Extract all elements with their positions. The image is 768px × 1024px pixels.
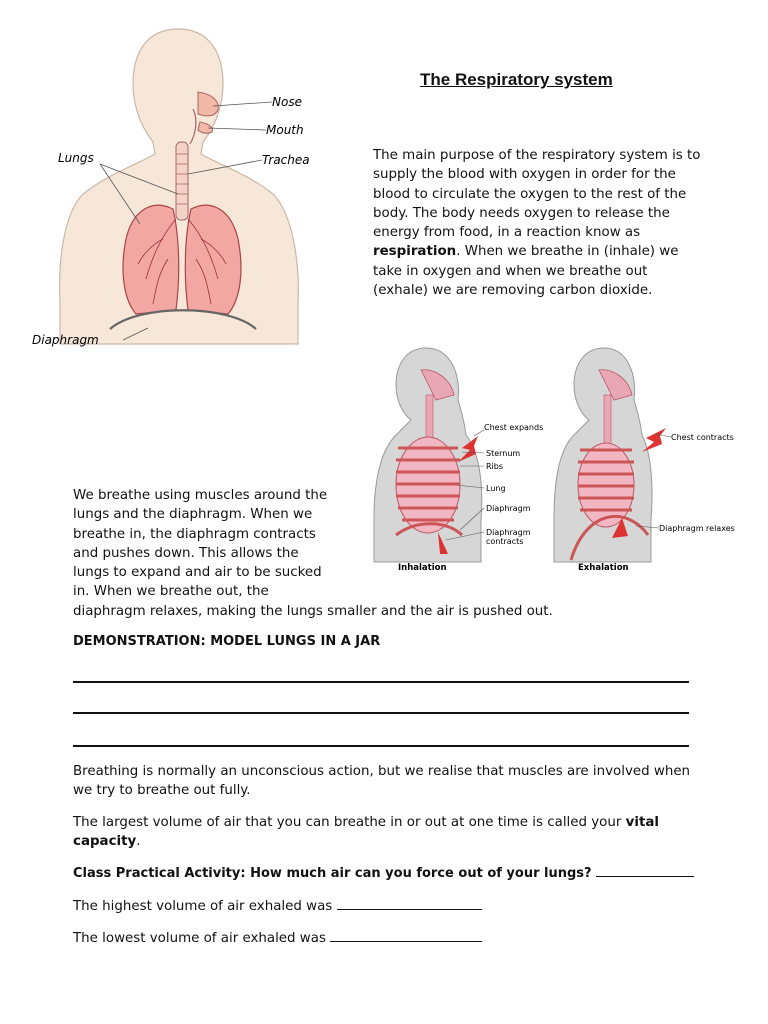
lowest-volume-text: The lowest volume of air exhaled was <box>73 931 326 946</box>
label-inhalation: Inhalation <box>398 563 447 573</box>
label-lungs: Lungs <box>58 151 94 165</box>
label-exhalation: Exhalation <box>578 563 629 573</box>
muscles-paragraph-part1: We breathe using muscles around the lungs and the diaphragm. When we breathe in, the diaphragm contracts and pushes down. This allows the lungs to expand and air to be sucked in. When we breathe out, the <box>73 488 328 600</box>
label-lung: Lung <box>486 484 506 493</box>
label-nose: Nose <box>272 95 302 109</box>
inhalation-exhalation-figure <box>366 340 756 580</box>
label-sternum: Sternum <box>486 449 521 458</box>
label-diaphragm-contracts-1: Diaphragm <box>486 528 531 537</box>
class-activity-answer-blank[interactable] <box>596 864 694 877</box>
answer-line-1[interactable] <box>73 681 689 683</box>
lowest-volume-line <box>73 929 482 948</box>
label-chest-expands: Chest expands <box>484 423 544 432</box>
intro-text-before: The main purpose of the respiratory system is to supply the blood with oxygen in order for the blood to circulate the oxygen to the rest of the body. The body needs oxygen to release the energy from food, in a reaction know as <box>373 148 701 241</box>
answer-line-3[interactable] <box>73 745 689 747</box>
highest-volume-text: The highest volume of air exhaled was <box>73 899 333 914</box>
lowest-volume-blank[interactable] <box>330 929 482 942</box>
highest-volume-line <box>73 897 482 916</box>
page-title: The Respiratory system <box>420 70 613 89</box>
class-activity-question <box>73 864 713 883</box>
intro-paragraph <box>373 146 703 300</box>
label-diaphragm-relaxes: Diaphragm relaxes <box>659 524 735 533</box>
answer-line-2[interactable] <box>73 712 689 714</box>
vital-capacity-term: vital capacity <box>73 815 659 850</box>
muscles-paragraph-part2: diaphragm relaxes, making the lungs smaller and the air is pushed out. <box>73 604 553 619</box>
label-chest-contracts: Chest contracts <box>671 433 734 442</box>
demonstration-heading: DEMONSTRATION: MODEL LUNGS IN A JAR <box>73 634 381 649</box>
vital-capacity-paragraph <box>73 813 713 852</box>
vital-text-before: The largest volume of air that you can breathe in or out at one time is called your <box>73 815 626 830</box>
respiratory-anatomy-figure <box>28 14 328 354</box>
label-diaphragm: Diaphragm <box>32 333 99 347</box>
label-ribs: Ribs <box>486 462 504 471</box>
label-diaphragm-left: Diaphragm <box>486 504 531 513</box>
label-trachea: Trachea <box>262 153 310 167</box>
respiration-term: respiration <box>373 244 457 260</box>
label-mouth: Mouth <box>266 123 304 137</box>
class-activity-text: Class Practical Activity: How much air can you force out of your lungs? <box>73 866 592 881</box>
label-diaphragm-contracts-2: contracts <box>486 537 524 546</box>
breathing-note-paragraph: Breathing is normally an unconscious action, but we realise that muscles are involved when we try to breathe out fully. <box>73 764 691 799</box>
vital-text-after: . <box>136 834 141 850</box>
highest-volume-blank[interactable] <box>337 897 482 910</box>
intro-text-after: . When we breathe in (inhale) we take in oxygen and when we breathe out (exhale) we are removing carbon dioxide. <box>373 244 679 299</box>
